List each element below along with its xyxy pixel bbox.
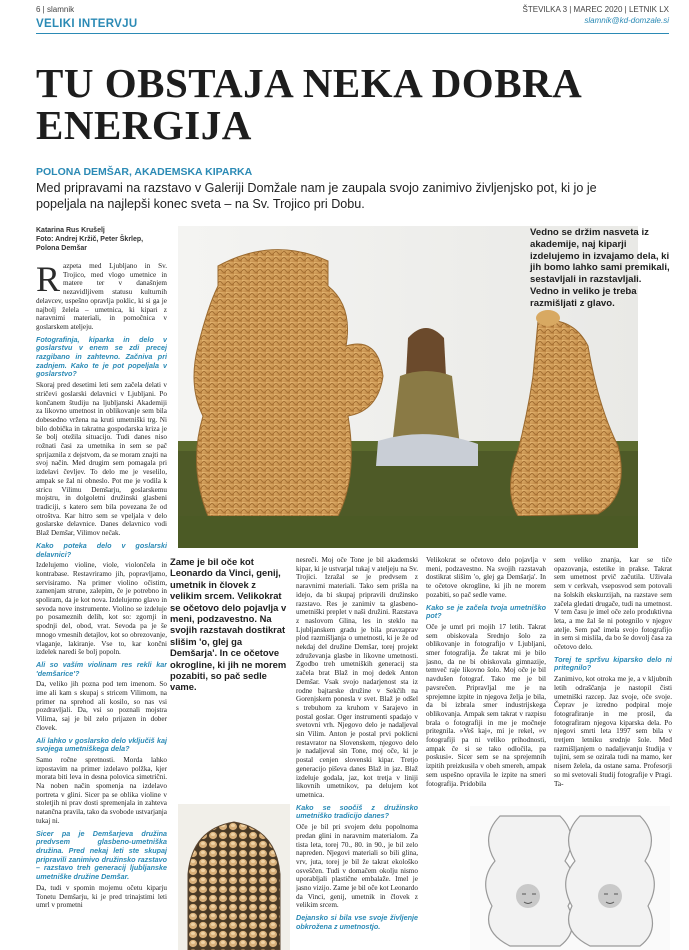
question-2: Kako poteka delo v goslarski delavnici? xyxy=(36,540,167,559)
col4-question-1: Torej te spršvu kiparsko delo ni pritegnilo? xyxy=(554,654,672,673)
article-column-3 xyxy=(426,556,546,804)
violin-sketch-graphic xyxy=(470,806,670,950)
answer-2: Izdelujemo violine, viole, violončela in kontrabase. Restavriramo jih, popravljamo, servisiramo. Na primer violino očistim, zamenjam strune, zalepim, če je potrebno in spoliram, da je kot nova. Izdelujemo glavo in sevoda nove instrumente. Violino se izdeluje po posameznih delih, kot so: zgornji in spodnji del, obod, vrat. Sevoda pa je še mnogo vmesnih detajlov, kot so obrezovanje, vlaganje, lakiranje. Vse to, kar končni izdelek naredi še bolj popoln. xyxy=(36,561,167,657)
article-column-4 xyxy=(554,556,672,804)
article-author: POLONA DEMŠAR, AKADEMSKA KIPARKA xyxy=(36,166,253,178)
question-3: Ali so vaším violinam res rekli kar 'demšarice'? xyxy=(36,659,167,678)
col2-question-2: Dejansko si bila vse svoje življenje obkrožena z umetnostjo. xyxy=(296,913,418,931)
question-4: Ali lahko v goslarsko delo vključiš kaj svojega umetniškega dela? xyxy=(36,735,167,754)
pull-quote-middle: Zame je bil oče kot Leonardo da Vinci, genij, umetnik in človek z velikim srcem. Velikokrat se očetovo delo pojavlja v meni, podzavestno. Na svojih razstavah dostikrat slišim 'o, glej ga Demšarja'. In ce očetove okrogline, ki jih ne morem pozabiti, so pač sedle vame. xyxy=(170,556,287,693)
credit-photo-2: Polona Demšar xyxy=(36,245,87,252)
answer-3: Da, veliko jih pozna pod tem imenom. So ime ali kam s skupaj s stricem Vilimom, na primer na sprehod ali kosilo, so nas vsi pozdravljali. Da, vsi so poznali mojstra Vilima, saj je bil zelo prijazen in dober človek. xyxy=(36,680,167,732)
question-1: Fotografinja, kiparka in delo v goslarstvu v enem se zdi precej razgibano in zahtevno. Začniva pri zadnjem. Kako te je pot popeljala v goslarstvo? xyxy=(36,334,167,379)
answer-5: Da, tudi v spomin mojemu očetu kiparju Tonetu Demšarju, ki je pred trinajstimi leti umrl v prometni xyxy=(36,883,167,910)
col3-paragraph-2: Oče je umrl pri mojih 17 letih. Takrat sem obiskovala Srednjo šolo za oblikovanje in fotografijo v Ljubljani, smer fotografija. Že takrat mi je bilo jasno, da ne bi obiskovala gimnazije, temveč raje likovno šolo. Moj oče je bil navdušen fotograf. Tako me je bil pavsrečen. Pripravljal me je na sprejemne izpite in njegova želja je bila, da bi izbrala smer industrijskega oblikovanja. Ampak sem takrat v razpisu brala o fotografiji in me je močneje pritegnila. »Veš kaj«, mi je rekel, »v fotografiji pa ni veliko prihodnosti, ampak če si se tako odločila, pa poskusi«. Sicer sem se na sprejemnih izpitih preizkusila v obeh smereh, ampak sem uspešno opravila le izpite na smeri fotografija. Pridobila xyxy=(426,622,546,788)
col2-paragraph-2: Oče je bil pri svojem delu popolnoma predan glini in naravnim materialom. Za tista leta, torej 70., 80. in 90., je bil zelo napreden. Njegovi materiali so bili glina, vrv, juta, torej je bil že takrat ekološko osveščen. Tudi v domačem okolju nismo uporabljali plastične embalaže. Imel je jasno vizijo. Zame je bil oče kot Leonardo da Vinci, genij, umetnik in človek z velikim srcem. xyxy=(296,823,418,910)
page-number-label: 6 | slamnik xyxy=(36,5,75,14)
pull-quote-right: Vedno se držim nasveta iz akademije, naj kiparji izdelujemo in izvajamo dela, ki jih bomo lahko sami premikali, sestavljali in razstavljali. Vedno in veliko je treba razmišljati z glavo. xyxy=(530,227,670,309)
drop-cap: R xyxy=(36,262,61,299)
woven-sculpture-graphic xyxy=(178,804,290,950)
article-lede: Med pripravami na razstavo v Galeriji Domžale nam je zaupala svojo zanimivo življenjsko pot, ki jo je popeljala na najlepši konec sveta – na Sv. Trojico pri Dobu. xyxy=(36,181,597,211)
col4-paragraph-2: Zanimivo, kot otroka me je, a v kljubnih letih odraščanja je nastopil čisti umetniški razcep. Jaz svoje, oče svoje. Čeprav je izredno podpiral moje fotografiranje in me prosil, da fotografiram njegova kiparska dela. Po njegovi smrti leta 1997 sem bila v tretjem letniku srednje šole. Med razmišljanjem o nadaljevanju študija v tujini, sem se ozirala tudi na mamo, ker nisem želela, da ostane sama. Profesorji so mi svetovali študij fotografije v Pragi. Ta- xyxy=(554,675,672,788)
intro-paragraph: azpeta med Ljubljano in Sv. Trojico, med vlogo umetnice in matere ter v današnjem nezavidljivem statusu kulturnih delavcev, uspešno opravlja poklic, ki si ga je najbolj želela – umetnica, ki kipari z naravnimi materiali, in pomočnica v goslarskem ateljeju. xyxy=(36,262,167,331)
section-label: VELIKI INTERVJU xyxy=(36,18,138,30)
section-divider xyxy=(36,33,669,34)
issue-info: ŠTEVILKA 3 | MAREC 2020 | LETNIK LX xyxy=(522,5,669,14)
email-link[interactable]: slamnik@kd-domzale.si xyxy=(584,16,669,25)
article-column-1 xyxy=(36,262,167,950)
article-credits xyxy=(36,226,166,253)
violin-sketch-photo xyxy=(470,806,670,950)
question-5: Sicer pa je Demšarjeva družina predvsem glasbeno-umetniška družina. Pred nekaj leti ste skupaj pripravili zanimivo družinsko razstavo – razstavo treh generacij ljubljanske umetniške družine Demšar. xyxy=(36,828,167,882)
article-column-2 xyxy=(296,556,418,950)
credit-photo: Foto: Andrej Kržič, Peter Škrlep, xyxy=(36,236,144,243)
answer-4: Samo ročne spretnosti. Morda lahko izpostavim na primer izdelavo polžka, kjer morata biti leva in desna polovica simetrični. Na noben način spomenja na izdelavo portreta v glini. Sicer pa se oblika violine v stoletjih ni prav dosti spremenjala in zahteva natančna pravila, tako da svobode ustvarjanja tukaj ni. xyxy=(36,755,167,825)
col4-paragraph-1: sem veliko znanja, kar se tiče opazovanja, estetike in prakse. Takrat sem umetnost prvič začutila. Uživala sem v cerkvah, vseposvod sem potovali na šolskih ekskurzijah, na razstave sem začela gledati drugače, tudi na umetnost. V tem času je imel oče zelo produktivna leta, a me žal še ni potegnilo v njegov atelje. Sem pač imela svojo fotografijo in sem si mislila, da bo še dovolj časa za očetovo delo. xyxy=(554,556,672,652)
credit-author: Katarina Rus Krušelj xyxy=(36,227,105,234)
article-title: TU OBSTAJA NEKA DOBRA ENERGIJA xyxy=(36,60,581,148)
col3-paragraph-1: Velikokrat se očetovo delo pojavlja v meni, podzavestno. Na svojih razstavah dostikrat slišim 'o, glej ga Demšarja'. In te očetove okrogline, ki jih ne morem pozabiti, so pač sedle vame. xyxy=(426,556,546,599)
answer-1: Skoraj pred desetimi leti sem začela delati v stričevi goslarski delavnici v Ljubljani. Po končanem študiju na ljubljanski Akademiji za likovno umetnost in oblikovanje sem bila dobesedno vržena na kruti umetniški trg. Ni bilo dobička in takratna gospodarska kriza je še bolj otežila situacijo. Tudi danes niso rožnati časi za umetnika in sem se pač sprijaznila z dejstvom, da se moram znajti na svoj način. Med drugim sem pomagala pri izdelavi čevljev. To delo me je veselilo, ampak se žal ni obneslo. Pot me je vodila k stricu Vilimu Demšarju, goslarskemu mojstru, in dolgoletni družinski glasbeni tradiciji, s katero sem bila povezana že od otroštva. Kar hitro sem se vpeljala v delo goslarske delavnice. Danes delavnico vodi Blaž Demšar, Vilimov nečak. xyxy=(36,381,167,538)
col2-paragraph-1: nesreči. Moj oče Tone je bil akademski kipar, ki je ustvarjal tukaj v ateljeju na Sv. Trojici. Izražal se je predvsem z naravnimi materiali. Tako sem prišla na idejo, da bi skupaj pripravili družinsko razstavo. Res je zanimiv ta glasbeno-umetniški preplet v naši družini. Razstava z naslovom Glina, les in steklo na Ljubljanskem gradu je bila pravzaprav plod razmišljanja o umetnosti, ki je že od nekdaj del družine Demšar, torej projekt združevanja glasbe in likovne umetnosti. Zgodbo treh umetniških generacij sta začela brat Blaž in moj dedek Anton Demšar. Vsak svojo nadarjenost sta iz rodne bajtarske družine v Sekčih na Gorenjskem ponesla v svet. Blaž je odšel s trebuhom za kruhom v Sarajevo in postal goslar. Oger instrumenti spadajo v svetovni vrh. Njegovo delo je nadaljeval sin Vilim. Anton je postal prvi poklicni restavrator na Slovenskem, njegovo delo je nadaljeval sin Tone, moj oče, ki je postal cenjen slovenski kipar. Tretjo generacijo piševa danes Blaž in jaz. Blaž izdeluje godala, jaz, kot tretja v liniji likovnih umetnikov, pa delujem kot umetnica. xyxy=(296,556,418,799)
col3-question-1: Kako se je začela tvoja umetniško pot? xyxy=(426,602,546,621)
sculpture-detail-photo xyxy=(178,804,290,950)
col2-question-1: Kako se soočiš z družinsko umetniško tradicijo danes? xyxy=(296,802,418,821)
